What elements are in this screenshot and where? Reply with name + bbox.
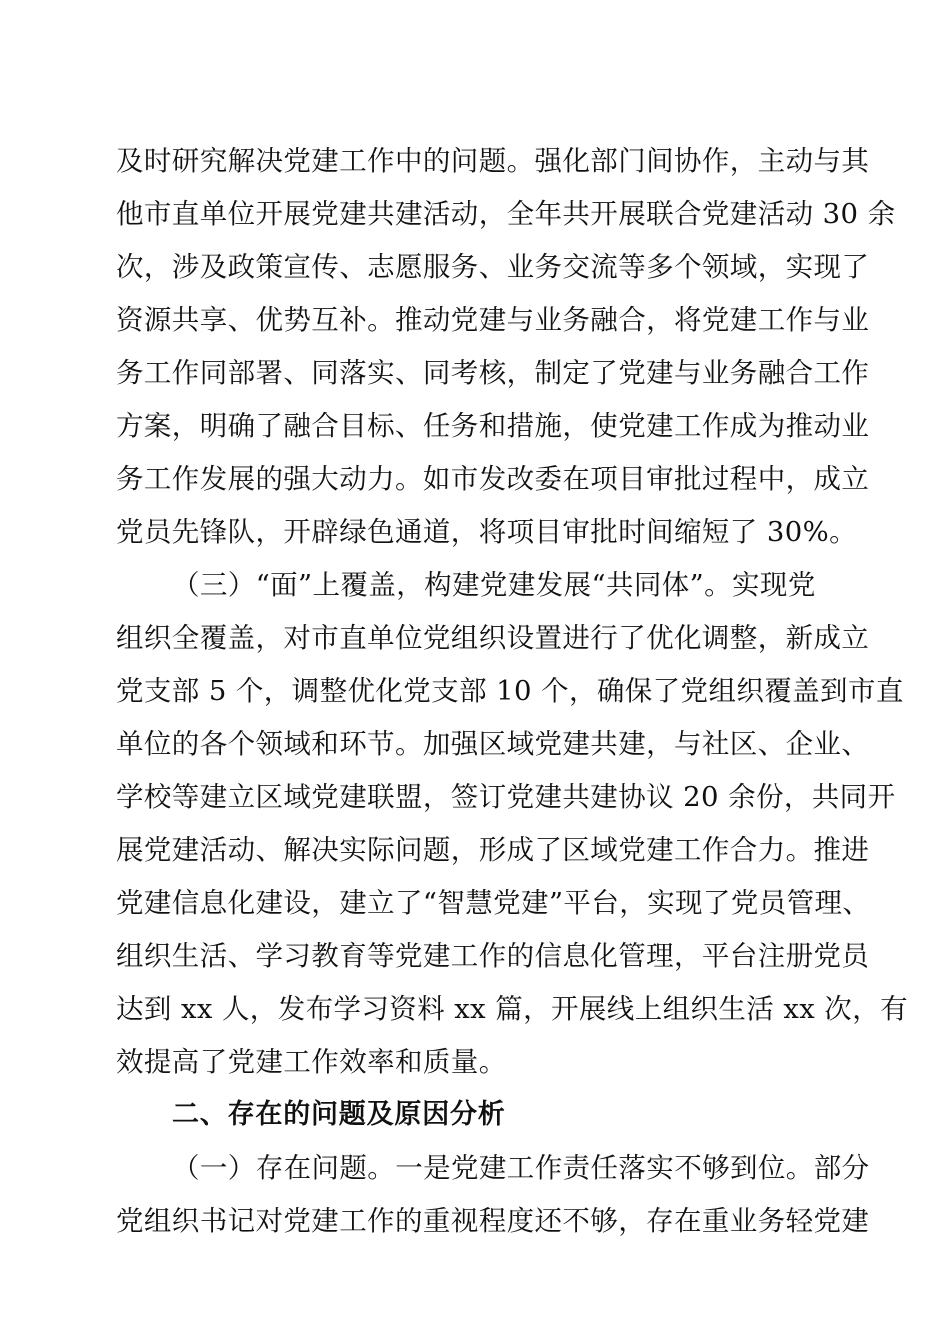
body-text-line: 次，涉及政策宣传、志愿服务、业务交流等多个领域，实现了 (116, 251, 870, 283)
body-text-line: 达到 xx 人，发布学习资料 xx 篇，开展线上组织生活 xx 次，有 (116, 993, 909, 1025)
body-text-line: 党组织书记对党建工作的重视程度还不够，存在重业务轻党建 (116, 1205, 870, 1237)
body-text-line: 组织生活、学习教育等党建工作的信息化管理，平台注册党员 (116, 940, 870, 972)
section-heading: 二、存在的问题及原因分析 (172, 1099, 506, 1130)
body-text-line: 方案，明确了融合目标、任务和措施，使党建工作成为推动业 (116, 410, 870, 442)
body-text-line: 组织全覆盖，对市直单位党组织设置进行了优化调整，新成立 (116, 622, 870, 654)
body-text-line: 学校等建立区域党建联盟，签订党建共建协议 20 余份，共同开 (116, 781, 896, 813)
subsection-heading-line: （三）“面”上覆盖，构建党建发展“共同体”。实现党 (172, 569, 816, 601)
body-text-line: 务工作同部署、同落实、同考核，制定了党建与业务融合工作 (116, 357, 870, 389)
body-text-line: （一）存在问题。一是党建工作责任落实不够到位。部分 (172, 1152, 870, 1184)
body-text-line: 效提高了党建工作效率和质量。 (116, 1046, 507, 1078)
body-text-line: 展党建活动、解决实际问题，形成了区域党建工作合力。推进 (116, 834, 870, 866)
body-text-line: 他市直单位开展党建共建活动，全年共开展联合党建活动 30 余 (116, 198, 896, 230)
body-text-line: 党支部 5 个，调整优化党支部 10 个，确保了党组织覆盖到市直 (116, 675, 904, 707)
body-text-line: 资源共享、优势互补。推动党建与业务融合，将党建工作与业 (116, 304, 870, 336)
body-text-line: 党员先锋队，开辟绿色通道，将项目审批时间缩短了 30%。 (116, 516, 858, 548)
body-text-line: 及时研究解决党建工作中的问题。强化部门间协作，主动与其 (116, 145, 870, 177)
body-text-line: 党建信息化建设，建立了“智慧党建”平台，实现了党员管理、 (116, 887, 871, 919)
body-text-line: 单位的各个领域和环节。加强区域党建共建，与社区、企业、 (116, 728, 870, 760)
body-text-line: 务工作发展的强大动力。如市发改委在项目审批过程中，成立 (116, 463, 870, 495)
